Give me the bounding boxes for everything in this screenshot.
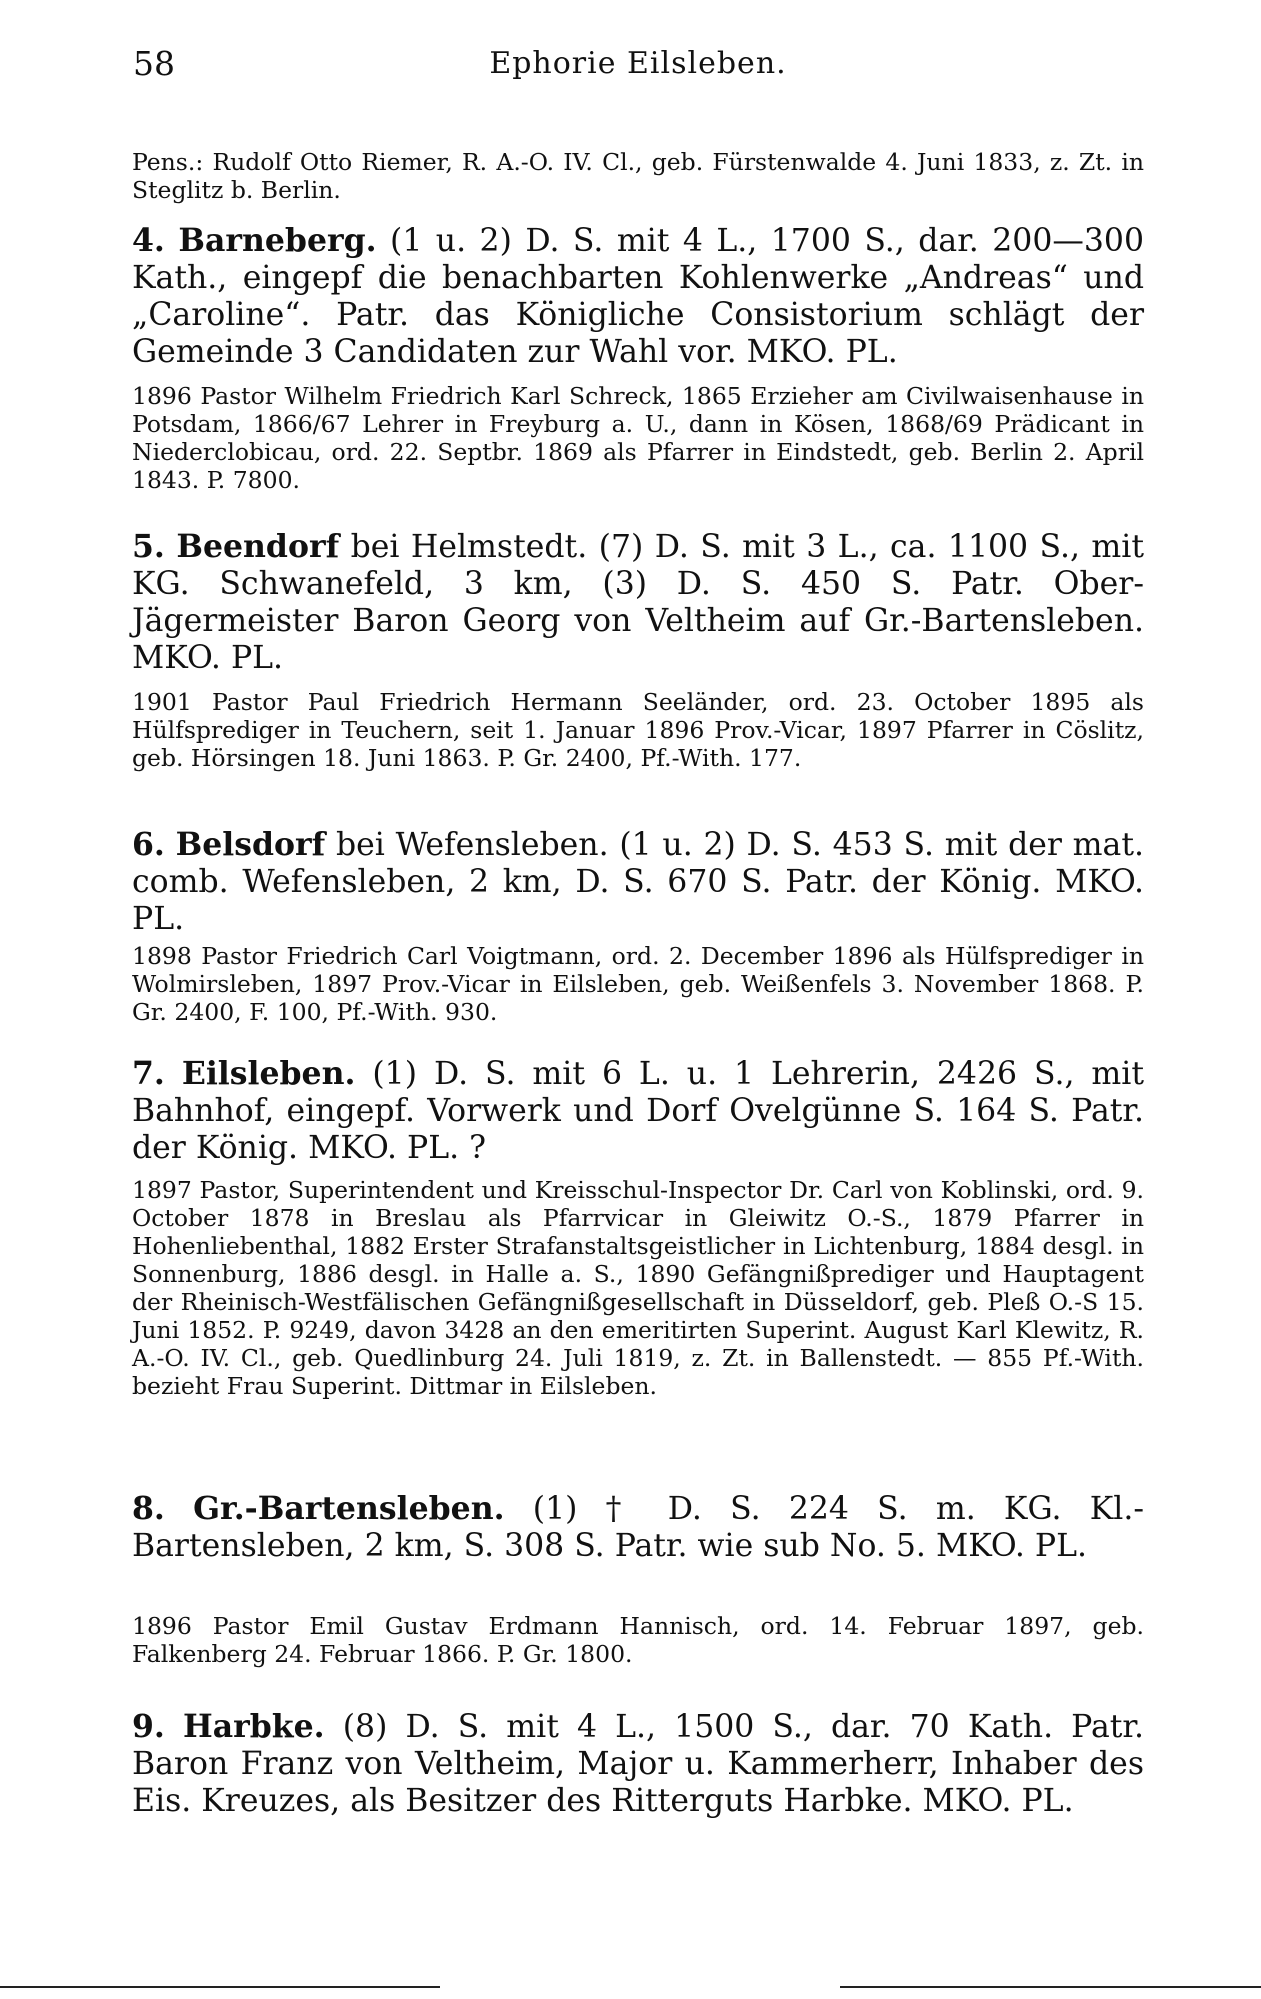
parish-description: (1) † D. S. 224 S. m. KG. Kl.-Bartensleben, 2 km, S. 308 S. Patr. wie sub No. 5. MKO. PL. xyxy=(132,1491,1144,1564)
pastor-entry-gr-bartensleben xyxy=(132,1612,1144,1668)
parish-description: (1) D. S. mit 6 L. u. 1 Lehrerin, 2426 S., mit Bahnhof, eingepf. Vorwerk und Dorf Ovelgünne S. 164 S. Patr. der König. MKO. PL. ? xyxy=(132,1056,1145,1166)
pastor-entry-text: 1896 Pastor Wilhelm Friedrich Karl Schreck, 1865 Erzieher am Civilwaisenhause in Potsdam, 1866/67 Lehrer in Freyburg a. U., dann in Kösen, 1868/69 Prädicant in Niederclobicau, ord. 22. Septbr. 1869 als Pfarrer in Eindstedt, geb. Berlin 2. April 1843. P. 7800. xyxy=(132,382,1144,494)
parish-entry-eilsleben xyxy=(132,1055,1144,1167)
parish-description: (8) D. S. mit 4 L., 1500 S., dar. 70 Kath. Patr. Baron Franz von Veltheim, Major u. Kammerherr, Inhaber des Eis. Kreuzes, als Besitzer des Ritterguts Harbke. MKO. PL. xyxy=(132,1709,1145,1819)
pastor-entry-beendorf xyxy=(132,688,1144,772)
parish-name: Beendorf xyxy=(176,528,340,565)
parish-entry-belsdorf xyxy=(132,826,1144,938)
page-number: 58 xyxy=(133,44,175,83)
pastor-entry-text: 1901 Pastor Paul Friedrich Hermann Seeländer, ord. 23. October 1895 als Hülfsprediger in Teuchern, seit 1. Januar 1896 Prov.-Vicar, 1897 Pfarrer in Cöslitz, geb. Hörsingen 18. Juni 1863. P. Gr. 2400, Pf.-With. 177. xyxy=(132,688,1144,772)
parish-entry-beendorf xyxy=(132,528,1144,677)
pastor-entry-barneberg xyxy=(132,382,1144,494)
pastor-entry-text: 1896 Pastor Emil Gustav Erdmann Hannisch, ord. 14. Februar 1897, geb. Falkenberg 24. Februar 1866. P. Gr. 1800. xyxy=(132,1612,1144,1668)
parish-number: 5. xyxy=(132,528,165,565)
parish-name: Eilsleben. xyxy=(181,1055,356,1092)
pension-note-text: Pens.: Rudolf Otto Riemer, R. A.-O. IV. Cl., geb. Fürstenwalde 4. Juni 1833, z. Zt. in Steglitz b. Berlin. xyxy=(132,148,1144,204)
running-title: Ephorie Eilsleben. xyxy=(489,46,787,81)
parish-number: 7. xyxy=(132,1055,165,1092)
parish-number: 6. xyxy=(132,826,165,863)
parish-name: Barneberg. xyxy=(178,222,377,259)
page-header xyxy=(133,44,1143,94)
parish-description: bei Wefensleben. (1 u. 2) D. S. 453 S. mit der mat. comb. Wefensleben, 2 km, D. S. 670 S. Patr. der König. MKO. PL. xyxy=(132,827,1144,937)
parish-entry-gr-bartensleben xyxy=(132,1490,1144,1565)
scan-edge-line-right xyxy=(840,1986,1261,1988)
parish-number: 4. xyxy=(132,222,165,259)
parish-entry-barneberg xyxy=(132,222,1144,371)
parish-description: (1 u. 2) D. S. mit 4 L., 1700 S., dar. 200—300 Kath., eingepf die benachbarten Kohlenwerke „Andreas“ und „Caroline“. Patr. das Königliche Consistorium schlägt der Gemeinde 3 Candidaten zur Wahl vor. MKO. PL. xyxy=(132,223,1145,370)
pastor-entry-belsdorf xyxy=(132,942,1144,1026)
parish-name: Harbke. xyxy=(183,1708,325,1745)
pension-note xyxy=(132,148,1144,204)
scan-edge-line-left xyxy=(0,1986,440,1988)
pastor-entry-text: 1898 Pastor Friedrich Carl Voigtmann, ord. 2. December 1896 als Hülfsprediger in Wolmirsleben, 1897 Prov.-Vicar in Eilsleben, geb. Weißenfels 3. November 1868. P. Gr. 2400, F. 100, Pf.-With. 930. xyxy=(132,942,1144,1026)
parish-description: bei Helmstedt. (7) D. S. mit 3 L., ca. 1100 S., mit KG. Schwanefeld, 3 km, (3) D. S. 450 S. Patr. Ober-Jägermeister Baron Georg von Veltheim auf Gr.-Bartensleben. MKO. PL. xyxy=(132,529,1145,676)
parish-name: Gr.-Bartensleben. xyxy=(193,1490,505,1527)
parish-name: Belsdorf xyxy=(175,826,326,863)
pastor-entry-eilsleben xyxy=(132,1176,1144,1400)
parish-number: 9. xyxy=(132,1708,165,1745)
parish-entry-harbke xyxy=(132,1708,1144,1820)
pastor-entry-text: 1897 Pastor, Superintendent und Kreisschul-Inspector Dr. Carl von Koblinski, ord. 9. October 1878 in Breslau als Pfarrvicar in Gleiwitz O.-S., 1879 Pfarrer in Hohenliebenthal, 1882 Erster Strafanstaltsgeistlicher in Lichtenburg, 1884 desgl. in Sonnenburg, 1886 desgl. in Halle a. S., 1890 Gefängnißprediger und Hauptagent der Rheinisch-Westfälischen Gefängnißgesellschaft in Düsseldorf, geb. Pleß O.-S 15. Juni 1852. P. 9249, davon 3428 an den emeritirten Superint. August Karl Klewitz, R. A.-O. IV. Cl., geb. Quedlinburg 24. Juli 1819, z. Zt. in Ballenstedt. — 855 Pf.-With. bezieht Frau Superint. Dittmar in Eilsleben. xyxy=(132,1176,1144,1400)
parish-number: 8. xyxy=(132,1490,165,1527)
